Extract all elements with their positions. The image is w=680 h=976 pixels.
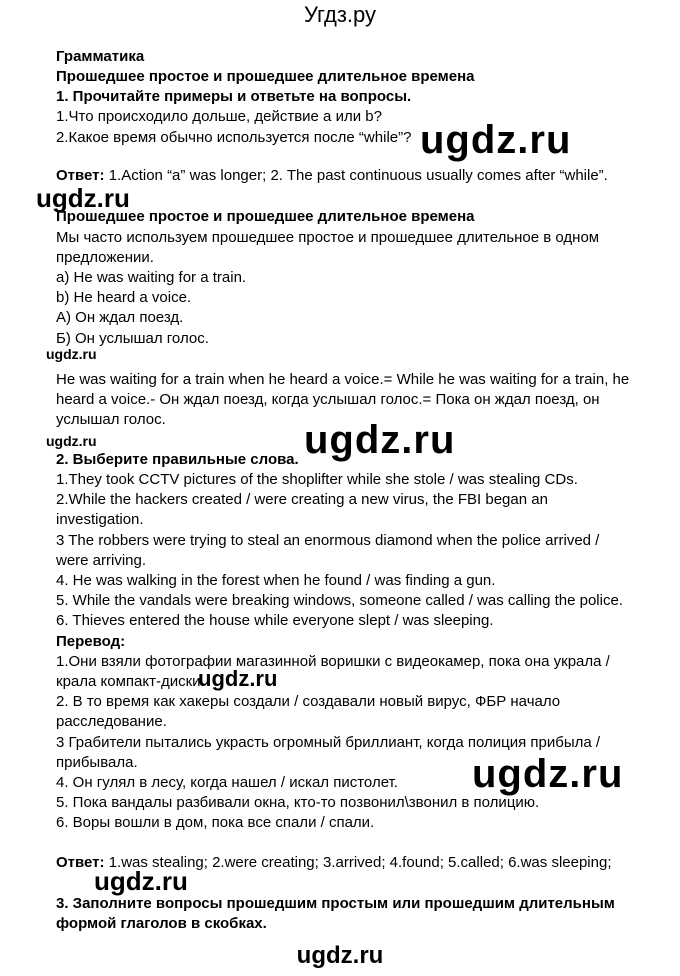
theory-intro-line: предложении. <box>56 249 154 266</box>
combined-example-line: услышал голос. <box>56 411 166 428</box>
site-title: Угдз.ру <box>303 2 377 27</box>
translation-line: крала компакт-диски. <box>56 673 205 690</box>
watermark: ugdz.ru <box>36 183 130 213</box>
example-line: a) He was waiting for a train. <box>56 269 247 286</box>
exercise2-sentence: were arriving. <box>56 552 147 569</box>
combined-example-line: He was waiting for a train when he heard a voice.= While he was waiting for a train, he <box>56 371 630 388</box>
translation-line: 2. В то время как хакеры создали / создавали новый вирус, ФБР начало <box>56 693 561 710</box>
exercise2-title: 2. Выберите правильные слова. <box>56 451 299 468</box>
theory-intro-line: Мы часто используем прошедшее простое и прошедшее длительное в одном <box>56 229 600 246</box>
exercise2-sentence: 2.While the hackers created / were creating a new virus, the FBI began an <box>56 491 548 508</box>
example-line: b) He heard a voice. <box>56 289 192 306</box>
exercise2-sentence: 4. He was walking in the forest when he found / was finding a gun. <box>56 572 496 589</box>
watermark: ugdz.ru <box>472 752 624 796</box>
exercise2-sentence: 1.They took CCTV pictures of the shoplifter while she stole / was stealing CDs. <box>56 471 578 488</box>
translation-line: 5. Пока вандалы разбивали окна, кто-то позвонил\звонил в полицию. <box>56 794 540 811</box>
watermark: ugdz.ru <box>198 666 278 691</box>
exercise2-sentence: 3 The robbers were trying to steal an enormous diamond when the police arrived / <box>56 532 600 549</box>
exercise1-question-1: 1.Что происходило дольше, действие а или b? <box>56 108 382 125</box>
exercise1-answer <box>56 166 608 186</box>
watermark: ugdz.ru <box>94 866 188 896</box>
topic-title: Прошедшее простое и прошедшее длительное времена <box>56 68 475 85</box>
translation-label: Перевод: <box>56 633 126 650</box>
exercise2-sentence: investigation. <box>56 511 144 528</box>
watermark: ugdz.ru <box>46 433 97 449</box>
answer-label: Ответ: <box>56 167 105 184</box>
exercise2-sentence: 6. Thieves entered the house while everyone slept / was sleeping. <box>56 612 494 629</box>
translation-line: прибывала. <box>56 754 138 771</box>
answer-label: Ответ: <box>56 854 105 871</box>
translation-line: 3 Грабители пытались украсть огромный бриллиант, когда полиция прибыла / <box>56 734 601 751</box>
translation-line: расследование. <box>56 713 167 730</box>
combined-example-line: heard a voice.- Он ждал поезд, когда услышал голос.= Пока он ждал поезд, он <box>56 391 600 408</box>
exercise1-title: 1. Прочитайте примеры и ответьте на вопросы. <box>56 88 412 105</box>
footer-watermark: ugdz.ru <box>296 942 384 969</box>
theory-title: Прошедшее простое и прошедшее длительное времена <box>56 208 475 225</box>
exercise2-sentence: 5. While the vandals were breaking windows, someone called / was calling the police. <box>56 592 623 609</box>
watermark: ugdz.ru <box>46 346 97 362</box>
watermark: ugdz.ru <box>304 418 456 462</box>
answer-text: 1.Action “a” was longer; 2. The past continuous usually comes after “while”. <box>104 167 608 184</box>
example-line: Б) Он услышал голос. <box>56 330 209 347</box>
example-line: А) Он ждал поезд. <box>56 309 184 326</box>
exercise1-question-2: 2.Какое время обычно используется после “while”? <box>56 129 412 146</box>
translation-line: 4. Он гулял в лесу, когда нашел / искал пистолет. <box>56 774 398 791</box>
translation-line: 1.Они взяли фотографии магазинной воришки с видеокамер, пока она украла / <box>56 653 610 670</box>
translation-line: 6. Воры вошли в дом, пока все спали / спали. <box>56 814 375 831</box>
exercise3-title-line: формой глаголов в скобках. <box>56 915 267 932</box>
watermark: ugdz.ru <box>420 118 572 162</box>
section-heading: Грамматика <box>56 48 145 65</box>
exercise3-title-line: 3. Заполните вопросы прошедшим простым или прошедшим длительным <box>56 895 615 912</box>
answer-text: 1.was stealing; 2.were creating; 3.arrived; 4.found; 5.called; 6.was sleeping; <box>104 854 612 871</box>
